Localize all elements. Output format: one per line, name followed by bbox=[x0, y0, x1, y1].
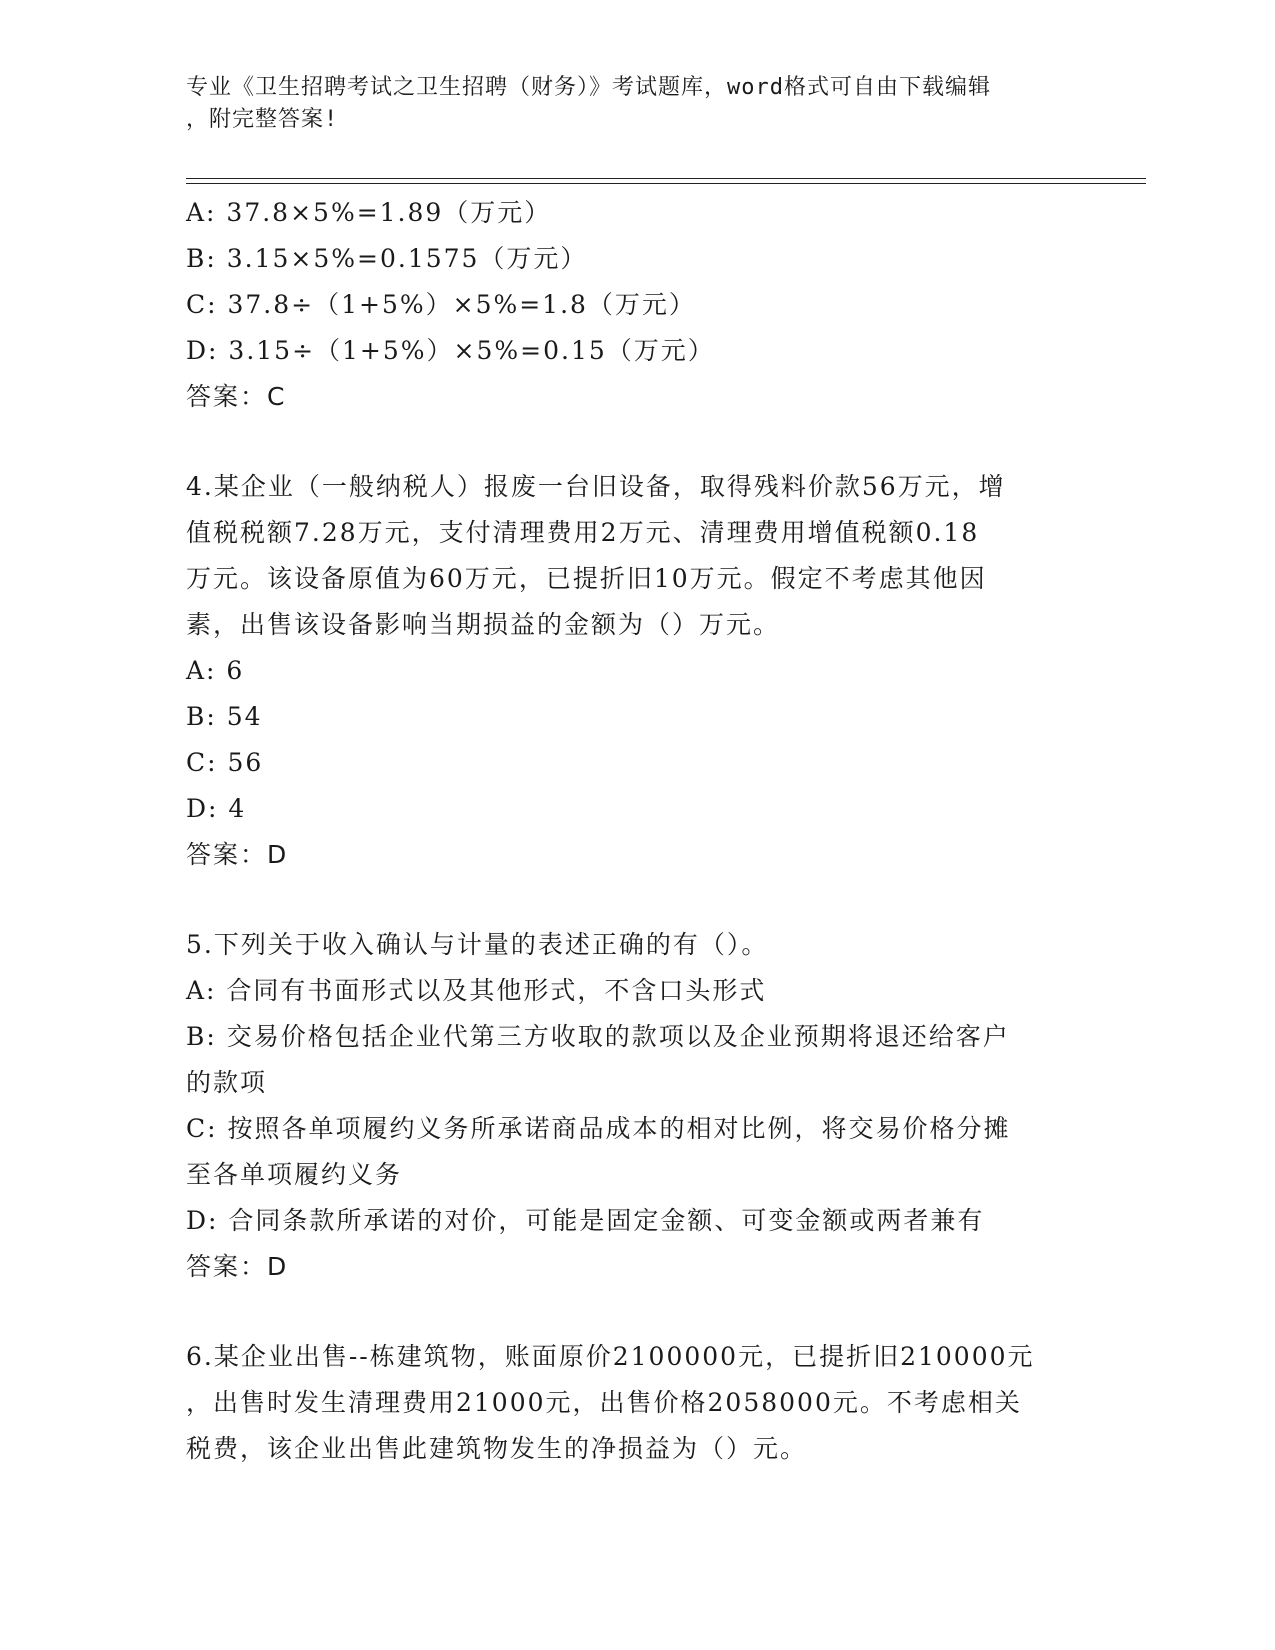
document-header bbox=[186, 72, 1066, 136]
q4-stem-line: 4.某企业（一般纳税人）报废一台旧设备，取得残料价款56万元，增 bbox=[186, 472, 1006, 501]
q4-stem-line: 值税税额7.28万元，支付清理费用2万元、清理费用增值税额0.18 bbox=[186, 518, 980, 547]
question-5 bbox=[186, 922, 1066, 1290]
q5-option-c: C: 按照各单项履约义务所承诺商品成本的相对比例，将交易价格分摊 bbox=[186, 1114, 1011, 1143]
q4-option-c: C: 56 bbox=[186, 748, 264, 777]
q4-option-a: A: 6 bbox=[186, 656, 245, 685]
question-3-options bbox=[186, 190, 1066, 420]
q5-option-b: B: 交易价格包括企业代第三方收取的款项以及企业预期将退还给客户 bbox=[186, 1022, 1010, 1051]
q3-option-b: B: 3.15×5%=0.1575（万元） bbox=[186, 244, 588, 273]
spacer bbox=[186, 420, 1066, 464]
question-6 bbox=[186, 1334, 1066, 1472]
q3-option-d: D: 3.15÷（1+5%）×5%=0.15（万元） bbox=[186, 336, 715, 365]
q4-option-d: D: 4 bbox=[186, 794, 247, 823]
q4-stem-line: 素，出售该设备影响当期损益的金额为（）万元。 bbox=[186, 610, 781, 639]
q4-option-b: B: 54 bbox=[186, 702, 263, 731]
q4-stem-line: 万元。该设备原值为60万元，已提折旧10万元。假定不考虑其他因 bbox=[186, 564, 987, 593]
q4-answer: 答案：D bbox=[186, 840, 289, 869]
spacer bbox=[186, 1290, 1066, 1334]
header-divider-bottom bbox=[186, 183, 1146, 184]
spacer bbox=[186, 878, 1066, 922]
q6-stem-line: 6.某企业出售--栋建筑物，账面原价2100000元，已提折旧210000元 bbox=[186, 1342, 1035, 1371]
question-4 bbox=[186, 464, 1066, 878]
q5-option-c-cont: 至各单项履约义务 bbox=[186, 1160, 403, 1189]
header-divider-top bbox=[186, 178, 1146, 179]
q5-stem-line: 5.下列关于收入确认与计量的表述正确的有（）。 bbox=[186, 930, 769, 959]
question-content bbox=[186, 190, 1066, 1472]
q3-option-c: C: 37.8÷（1+5%）×5%=1.8（万元） bbox=[186, 290, 696, 319]
q3-answer: 答案：C bbox=[186, 382, 287, 411]
q5-answer: 答案：D bbox=[186, 1252, 289, 1281]
q6-stem-line: 税费，该企业出售此建筑物发生的净损益为（）元。 bbox=[186, 1434, 808, 1463]
q5-option-d: D: 合同条款所承诺的对价，可能是固定金额、可变金额或两者兼有 bbox=[186, 1206, 985, 1235]
q3-option-a: A: 37.8×5%=1.89（万元） bbox=[186, 198, 552, 227]
q5-option-a: A: 合同有书面形式以及其他形式，不含口头形式 bbox=[186, 976, 767, 1005]
header-line-1: 专业《卫生招聘考试之卫生招聘（财务）》考试题库，word格式可自由下载编辑 bbox=[186, 75, 991, 100]
q6-stem-line: ，出售时发生清理费用21000元，出售价格2058000元。不考虑相关 bbox=[186, 1388, 1022, 1417]
header-line-2: ，附完整答案! bbox=[186, 107, 339, 132]
q5-option-b-cont: 的款项 bbox=[186, 1068, 268, 1097]
